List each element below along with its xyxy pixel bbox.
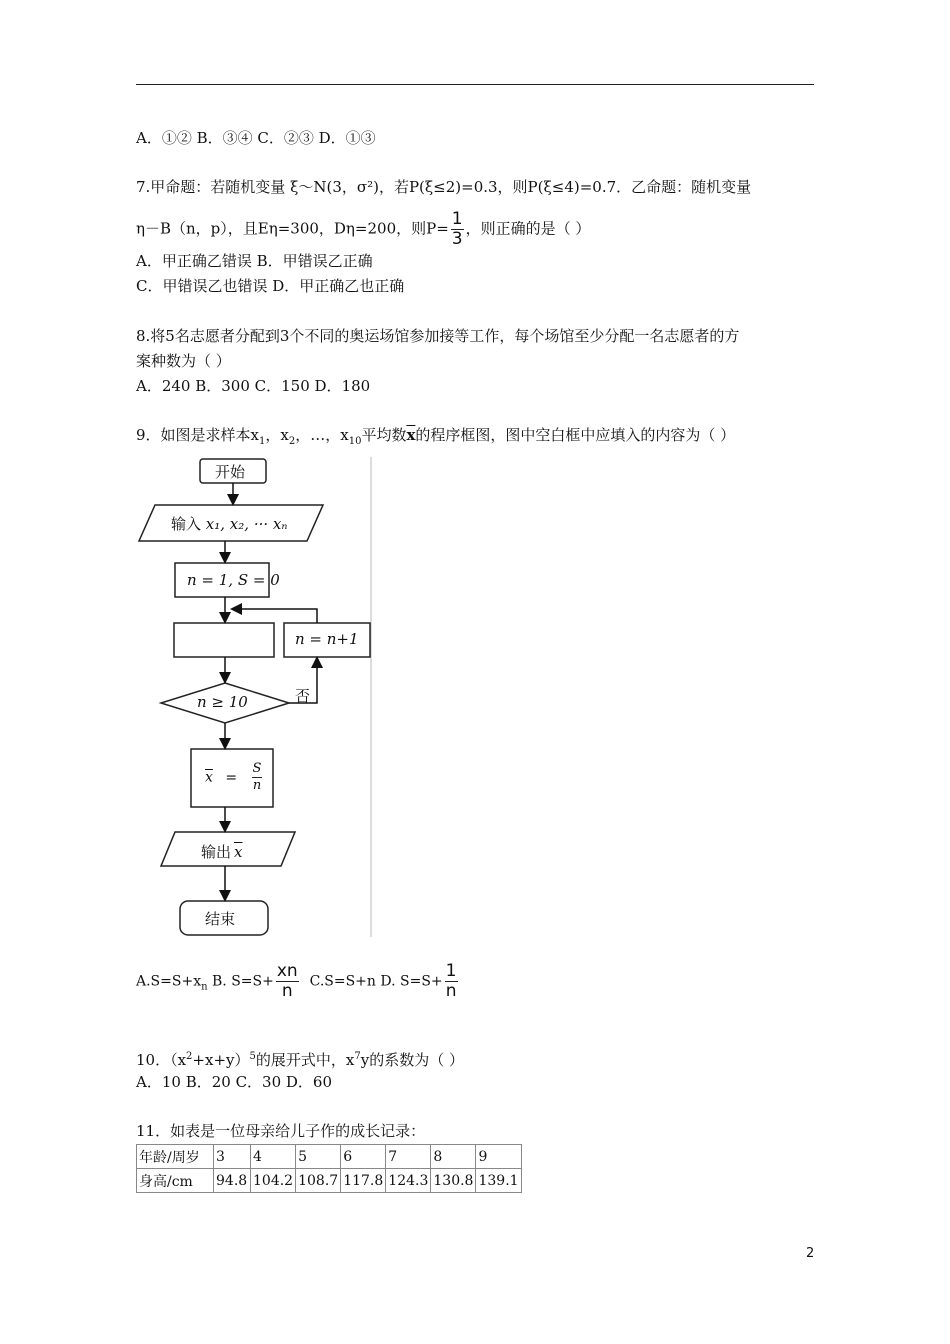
q10-sup2: 2 [186,1051,193,1062]
age-cell: 8 [431,1145,476,1169]
flow-init-label: n = 1, S = 0 [187,571,280,589]
table-row [137,1145,522,1169]
age-cell: 6 [341,1145,386,1169]
q9-xbar: $\overline{x}$ [406,426,416,444]
q9-stem-c: ，…，x [295,426,349,444]
q9-opt-d-frac [445,962,458,1001]
q7-line2-before: η－B（n，p），且Eη=300，Dη=200，则P= [136,219,449,238]
q10-stem-c: 的展开式中，x [255,1051,355,1069]
q8-options: A．240 B．300 C．150 D．180 [136,377,371,395]
flow-end-label: 结束 [205,910,236,928]
q8-line1: 8.将5名志愿者分配到3个不同的奥运场馆参加接等工作，每个场馆至少分配一名志愿者的方 [136,327,740,345]
flow-start-label: 开始 [215,463,246,481]
q7-frac-den: 3 [451,229,463,249]
flow-input-prefix: 输入 [171,515,202,533]
q9-stem [136,425,735,452]
q7-line1: 7.甲命题：若随机变量 ξ～N(3，σ²)，若P(ξ≤2)=0.3，则P(ξ≤4)=0.7．乙命题：随机变量 [136,178,752,196]
q7-line2 [136,210,590,249]
q7-line2-after: ，则正确的是（ ） [465,219,591,238]
flow-increment-label: n = n+1 [295,630,359,648]
flow-input-vars: x₁, x₂, ··· xₙ [205,515,288,533]
q7-options-row2: C．甲错误乙也错误 D．甲正确乙也正确 [136,277,405,295]
height-cell: 139.1 [476,1169,521,1193]
q10-sup7: 7 [354,1051,361,1062]
height-cell: 117.8 [341,1169,386,1193]
flow-output-label [201,841,242,862]
q9-opt-a-sub: n [201,981,208,993]
q9-opt-b-prefix: B. S=S+ [212,973,274,990]
q9-opt-c: C.S=S+n [309,973,376,990]
flowchart [135,457,373,937]
flow-mean-frac [252,761,263,794]
height-cell: 94.8 [214,1169,251,1193]
q9-stem-a: 9．如图是求样本x [136,426,260,444]
age-cell: 5 [296,1145,341,1169]
age-cell: 3 [214,1145,251,1169]
q9-stem-b: ，x [265,426,289,444]
q8-line2: 案种数为（ ） [136,352,231,370]
flow-mean-lhs: $\overline{x}$ [205,769,213,786]
flow-condition-label: n ≥ 10 [197,693,248,711]
age-cell: 9 [476,1145,521,1169]
q6-options: A．①② B．③④ C．②③ D．①③ [136,129,376,147]
age-cell: 4 [251,1145,296,1169]
page-number: 2 [806,1246,815,1261]
q7-frac-num: 1 [451,209,463,229]
flow-output-var: $\overline{x}$ [234,843,243,861]
q9-sub10: 10 [348,436,362,447]
flow-no-label: 否 [295,687,311,705]
q10-sup5: 5 [249,1051,256,1062]
q10-stem-a: 10．（x [136,1051,187,1069]
table-row-label-age: 年龄/周岁 [137,1145,214,1169]
q10-stem-d: y的系数为（ ） [360,1051,464,1069]
q10-options: A．10 B．20 C．30 D．60 [136,1073,333,1091]
q10-stem-b: +x+y） [192,1051,250,1069]
height-cell: 104.2 [251,1169,296,1193]
flow-mean-num: S [252,761,262,776]
q9-stem-e: 的程序框图，图中空白框中应填入的内容为（ ） [415,426,736,444]
q9-sub1: 1 [259,436,266,447]
q9-options [136,962,460,1002]
flow-input-label [171,513,287,534]
q9-opt-b-frac [276,962,299,1001]
q7-options-row1: A．甲正确乙错误 B．甲错误乙正确 [136,252,373,270]
blank-box [174,623,274,657]
header-rule [136,84,814,85]
age-cell: 7 [386,1145,431,1169]
growth-table [136,1144,522,1193]
height-cell: 124.3 [386,1169,431,1193]
height-cell: 130.8 [431,1169,476,1193]
q11-stem: 11．如表是一位母亲给儿子作的成长记录： [136,1122,426,1140]
q7-fraction [451,210,464,249]
flow-mean-label [205,761,264,794]
table-row-label-height: 身高/cm [137,1169,214,1193]
q9-opt-d-prefix: D. S=S+ [380,973,443,990]
q9-opt-b-num: xn [276,961,298,981]
q9-sub2: 2 [288,436,296,447]
q10-stem [136,1047,464,1070]
q9-stem-d: 平均数 [361,426,407,444]
q9-opt-d-num: 1 [445,961,457,981]
flow-output-prefix: 输出 [201,843,232,861]
q9-opt-a: A.S=S+x [136,973,202,990]
flow-mean-eq: = [225,769,238,786]
height-cell: 108.7 [296,1169,341,1193]
q9-opt-b-den: n [281,981,293,1001]
q9-opt-d-den: n [445,981,457,1001]
table-row [137,1169,522,1193]
flow-mean-den: n [252,778,262,793]
